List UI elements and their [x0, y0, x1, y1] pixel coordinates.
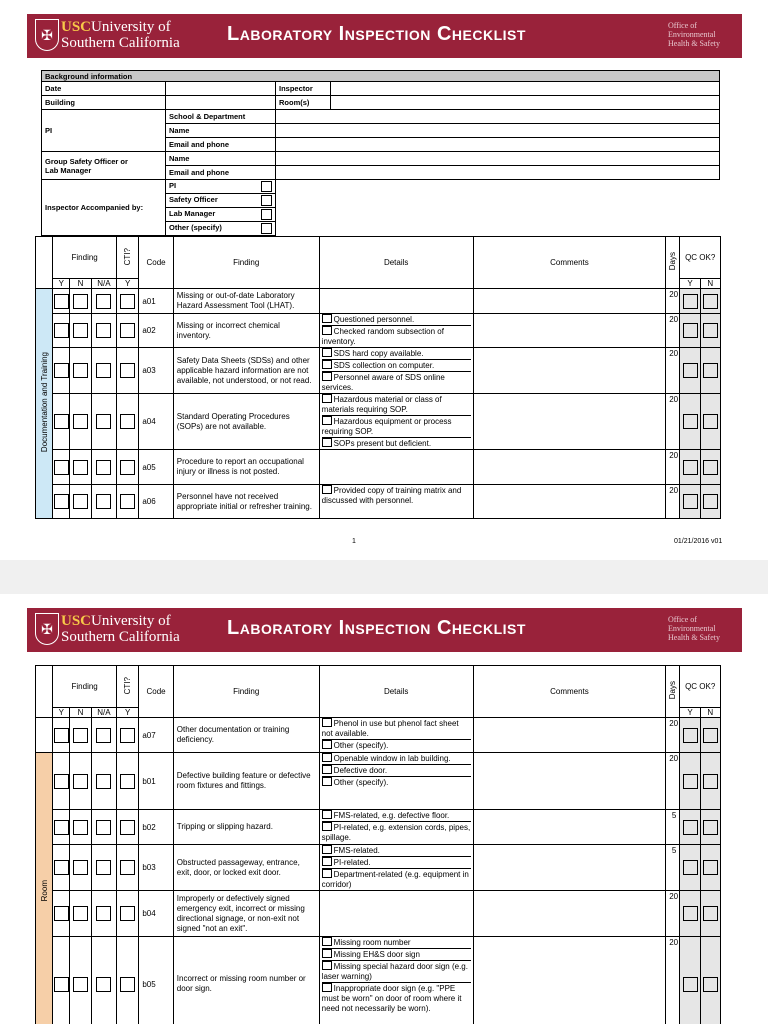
qc-no-checkbox[interactable] [703, 774, 718, 789]
details-cell [319, 845, 473, 891]
code-cell: b05 [139, 937, 173, 1024]
detail-item: Questioned personnel. [322, 314, 471, 326]
detail-item: Inappropriate door sign (e.g. "PPE must be worn" on door of room where it need not necessarily be worn). [321, 984, 462, 1013]
yes-checkbox[interactable] [54, 414, 69, 429]
pi-email-label: Email and phone [166, 138, 276, 152]
code-cell: a04 [139, 394, 173, 450]
gso-label: Group Safety Officer or Lab Manager [42, 152, 166, 180]
comments-header: Comments [473, 237, 666, 289]
finding-cell: Missing or out-of-date Laboratory Hazard Assessment Tool (LHAT). [173, 289, 319, 314]
table-row [36, 718, 721, 753]
finding-cell: Missing or incorrect chemical inventory. [173, 314, 319, 348]
na-checkbox[interactable] [96, 460, 111, 475]
details-cell [319, 718, 473, 753]
cti-checkbox[interactable] [120, 977, 135, 992]
qc-yes-checkbox[interactable] [683, 323, 698, 338]
finding-cell: Standard Operating Procedures (SOPs) are not available. [173, 394, 319, 450]
qc-yes-checkbox[interactable] [683, 774, 698, 789]
na-checkbox[interactable] [96, 363, 111, 378]
university-name: USCUniversity of Southern California [61, 19, 180, 51]
detail-item: Department-related (e.g. equipment in corridor) [321, 870, 469, 889]
detail-checkbox[interactable] [322, 857, 332, 866]
qc-yes-checkbox[interactable] [683, 363, 698, 378]
code-cell: a01 [139, 289, 173, 314]
detail-item: Checked random subsection of inventory. [321, 327, 444, 346]
days-cell: 20 [666, 348, 680, 394]
table-row [36, 314, 721, 348]
code-cell: a02 [139, 314, 173, 348]
yes-checkbox[interactable] [54, 294, 69, 309]
detail-item: FMS-related. [322, 845, 471, 857]
building-field[interactable] [166, 96, 276, 110]
qc-header: QC OK? [680, 666, 721, 708]
na-checkbox[interactable] [96, 728, 111, 743]
office-name: Office of Environmental Health & Safety [668, 21, 720, 48]
date-field[interactable] [166, 82, 276, 96]
gso-name-field[interactable] [276, 152, 720, 166]
comments-cell[interactable] [473, 485, 666, 519]
acc-safety-checkbox[interactable] [261, 195, 272, 206]
details-cell [319, 810, 473, 845]
na-subheader: N/A [91, 708, 116, 718]
n-subheader: N [70, 708, 91, 718]
detail-checkbox[interactable] [322, 845, 332, 854]
cti-checkbox[interactable] [120, 414, 135, 429]
detail-item: Other (specify). [322, 777, 471, 788]
detail-item: Hazardous material or class of materials requiring SOP. [322, 394, 471, 416]
office-name: Office of Environmental Health & Safety [668, 615, 720, 642]
detail-item: Missing room number [322, 937, 471, 949]
detail-item: PI-related, e.g. extension cords, pipes, spillage. [321, 823, 471, 842]
qc-no-checkbox[interactable] [703, 363, 718, 378]
cti-checkbox[interactable] [120, 906, 135, 921]
section-label: Background information [42, 71, 720, 82]
code-cell: b02 [139, 810, 173, 845]
detail-checkbox[interactable] [322, 810, 332, 819]
qc-n-subheader: N [700, 279, 720, 289]
detail-item: Missing EH&S door sign [322, 949, 471, 961]
qc-yes-checkbox[interactable] [683, 977, 698, 992]
background-info-table [41, 70, 720, 236]
qc-no-checkbox[interactable] [703, 294, 718, 309]
days-cell: 5 [666, 810, 680, 845]
finding-cell: Incorrect or missing room number or door sign. [173, 937, 319, 1024]
y-subheader: Y [53, 708, 70, 718]
rooms-label: Room(s) [276, 96, 331, 110]
pi-name-field[interactable] [276, 124, 720, 138]
details-cell [319, 450, 473, 485]
detail-checkbox[interactable] [322, 949, 332, 958]
qc-no-checkbox[interactable] [703, 977, 718, 992]
yes-checkbox[interactable] [54, 323, 69, 338]
school-dept-label: School & Department [166, 110, 276, 124]
acc-safety-label: Safety Officer [169, 195, 218, 204]
finding-cell: Tripping or slipping hazard. [173, 810, 319, 845]
finding-cell: Procedure to report an occupational injury or illness is not posted. [173, 450, 319, 485]
no-checkbox[interactable] [73, 774, 88, 789]
na-checkbox[interactable] [96, 494, 111, 509]
na-subheader: N/A [91, 279, 116, 289]
details-cell [319, 289, 473, 314]
details-cell [319, 314, 473, 348]
qc-no-checkbox[interactable] [703, 460, 718, 475]
no-checkbox[interactable] [73, 860, 88, 875]
detail-item: FMS-related, e.g. defective floor. [322, 810, 471, 822]
acc-lab-label: Lab Manager [169, 209, 216, 218]
cti-checkbox[interactable] [120, 494, 135, 509]
code-header: Code [139, 666, 173, 718]
detail-checkbox[interactable] [322, 372, 332, 381]
detail-item: Personnel aware of SDS online services. [321, 373, 445, 392]
code-cell: a05 [139, 450, 173, 485]
qc-yes-checkbox[interactable] [683, 728, 698, 743]
details-cell [319, 753, 473, 810]
comments-cell[interactable] [473, 289, 666, 314]
days-cell: 20 [666, 394, 680, 450]
page-2 [0, 594, 768, 1024]
no-checkbox[interactable] [73, 294, 88, 309]
days-cell: 20 [666, 937, 680, 1024]
details-cell [319, 485, 473, 519]
na-checkbox[interactable] [96, 774, 111, 789]
days-cell: 20 [666, 753, 680, 810]
days-cell: 20 [666, 891, 680, 937]
cti-y-subheader: Y [117, 279, 139, 289]
gso-email-field[interactable] [276, 166, 720, 180]
comments-cell[interactable] [473, 891, 666, 937]
acc-other-checkbox[interactable] [261, 223, 272, 234]
cti-checkbox[interactable] [120, 860, 135, 875]
building-label: Building [42, 96, 166, 110]
version-date: 01/21/2016 v01 [674, 538, 723, 545]
cti-checkbox[interactable] [120, 728, 135, 743]
acc-other-label: Other (specify) [169, 223, 222, 232]
document-title: Laboratory Inspection Checklist [227, 23, 526, 45]
document-title: Laboratory Inspection Checklist [227, 617, 526, 639]
detail-item: Defective door. [322, 765, 471, 777]
yes-checkbox[interactable] [54, 728, 69, 743]
detail-item: SDS hard copy available. [322, 348, 471, 360]
page-gap [0, 560, 768, 594]
usc-seal-icon: ✠ [35, 613, 59, 645]
usc-seal-icon: ✠ [35, 19, 59, 51]
cti-y-subheader: Y [117, 708, 139, 718]
qc-no-checkbox[interactable] [703, 728, 718, 743]
days-cell: 20 [666, 314, 680, 348]
details-cell [319, 348, 473, 394]
qc-yes-checkbox[interactable] [683, 860, 698, 875]
school-dept-field[interactable] [276, 110, 720, 124]
days-cell: 20 [666, 289, 680, 314]
detail-checkbox[interactable] [322, 777, 332, 786]
finding-group-header: Finding [53, 237, 117, 279]
detail-item: Provided copy of training matrix and discussed with personnel. [321, 486, 462, 505]
qc-yes-checkbox[interactable] [683, 414, 698, 429]
table-row [36, 394, 721, 450]
qc-y-subheader: Y [680, 279, 700, 289]
details-cell [319, 891, 473, 937]
detail-checkbox[interactable] [322, 765, 332, 774]
table-row [36, 891, 721, 937]
comments-cell[interactable] [473, 937, 666, 1024]
acc-pi-checkbox[interactable] [261, 181, 272, 192]
yes-checkbox[interactable] [54, 977, 69, 992]
detail-checkbox[interactable] [322, 718, 332, 727]
details-header: Details [319, 666, 473, 718]
detail-checkbox[interactable] [322, 394, 332, 403]
finding-cell: Improperly or defectively signed emergency exit, incorrect or missing directional signage, or non-exit not signed "not an exit". [173, 891, 319, 937]
finding-cell: Defective building feature or defective room fixtures and fittings. [173, 753, 319, 810]
detail-item: Openable window in lab building. [322, 753, 471, 765]
pi-email-field[interactable] [276, 138, 720, 152]
y-subheader: Y [53, 279, 70, 289]
detail-checkbox[interactable] [322, 326, 332, 335]
no-checkbox[interactable] [73, 363, 88, 378]
details-header: Details [319, 237, 473, 289]
qc-yes-checkbox[interactable] [683, 460, 698, 475]
detail-checkbox[interactable] [322, 438, 332, 447]
detail-checkbox[interactable] [322, 360, 332, 369]
na-checkbox[interactable] [96, 860, 111, 875]
section-label: Documentation and Training [36, 289, 53, 519]
pi-name-label: Name [166, 124, 276, 138]
finding-cell: Personnel have not received appropriate initial or refresher training. [173, 485, 319, 519]
yes-checkbox[interactable] [54, 860, 69, 875]
acc-lab-checkbox[interactable] [261, 209, 272, 220]
detail-checkbox[interactable] [322, 314, 332, 323]
comments-cell[interactable] [473, 845, 666, 891]
detail-checkbox[interactable] [322, 485, 332, 494]
code-cell: a03 [139, 348, 173, 394]
no-checkbox[interactable] [73, 906, 88, 921]
finding-header: Finding [173, 666, 319, 718]
comments-cell[interactable] [473, 753, 666, 810]
na-checkbox[interactable] [96, 414, 111, 429]
table-row [36, 937, 721, 1024]
qc-no-checkbox[interactable] [703, 860, 718, 875]
no-checkbox[interactable] [73, 460, 88, 475]
qc-no-checkbox[interactable] [703, 414, 718, 429]
qc-no-checkbox[interactable] [703, 323, 718, 338]
comments-cell[interactable] [473, 810, 666, 845]
no-checkbox[interactable] [73, 820, 88, 835]
page-number: 1 [352, 538, 356, 545]
comments-cell[interactable] [473, 394, 666, 450]
detail-item: SDS collection on computer. [322, 360, 471, 372]
qc-n-subheader: N [700, 708, 720, 718]
days-header: Days [666, 666, 680, 718]
qc-y-subheader: Y [680, 708, 700, 718]
no-checkbox[interactable] [73, 728, 88, 743]
no-checkbox[interactable] [73, 977, 88, 992]
inspector-field[interactable] [331, 82, 720, 96]
yes-checkbox[interactable] [54, 363, 69, 378]
code-cell: b01 [139, 753, 173, 810]
table-row [36, 348, 721, 394]
cti-checkbox[interactable] [120, 294, 135, 309]
qc-header: QC OK? [680, 237, 721, 279]
qc-yes-checkbox[interactable] [683, 906, 698, 921]
university-name: USCUniversity of Southern California [61, 613, 180, 645]
cti-checkbox[interactable] [120, 363, 135, 378]
detail-checkbox[interactable] [322, 869, 332, 878]
details-cell [319, 937, 473, 1024]
comments-cell[interactable] [473, 314, 666, 348]
qc-yes-checkbox[interactable] [683, 820, 698, 835]
detail-checkbox[interactable] [322, 937, 332, 946]
qc-no-checkbox[interactable] [703, 494, 718, 509]
finding-cell: Safety Data Sheets (SDSs) and other applicable hazard information are not available, not understood, or not read. [173, 348, 319, 394]
accompanied-label: Inspector Accompanied by: [42, 180, 166, 236]
finding-cell: Obstructed passageway, entrance, exit, door, or locked exit door. [173, 845, 319, 891]
days-header: Days [666, 237, 680, 289]
detail-checkbox[interactable] [322, 348, 332, 357]
yes-checkbox[interactable] [54, 820, 69, 835]
comments-header: Comments [473, 666, 666, 718]
qc-yes-checkbox[interactable] [683, 294, 698, 309]
table-row [36, 753, 721, 810]
no-checkbox[interactable] [73, 414, 88, 429]
yes-checkbox[interactable] [54, 774, 69, 789]
section-label: Room [36, 753, 53, 1024]
qc-no-checkbox[interactable] [703, 820, 718, 835]
yes-checkbox[interactable] [54, 494, 69, 509]
code-cell: a06 [139, 485, 173, 519]
na-checkbox[interactable] [96, 323, 111, 338]
cti-checkbox[interactable] [120, 460, 135, 475]
comments-cell[interactable] [473, 450, 666, 485]
detail-checkbox[interactable] [322, 983, 332, 992]
cti-header: CTI? [117, 666, 139, 708]
na-checkbox[interactable] [96, 977, 111, 992]
detail-item: Other (specify). [322, 740, 471, 751]
na-checkbox[interactable] [96, 906, 111, 921]
detail-item: SOPs present but deficient. [322, 438, 471, 449]
table-row [36, 485, 721, 519]
yes-checkbox[interactable] [54, 460, 69, 475]
checklist-table [35, 665, 721, 1024]
acc-pi-label: PI [169, 181, 177, 190]
detail-item: Phenol in use but phenol fact sheet not available. [322, 718, 471, 740]
n-subheader: N [70, 279, 91, 289]
detail-item: Missing special hazard door sign (e.g. laser warning) [322, 961, 471, 983]
comments-cell[interactable] [473, 718, 666, 753]
gso-email-label: Email and phone [166, 166, 276, 180]
detail-item: Hazardous equipment or process requiring SOP. [322, 416, 471, 438]
pi-label: PI [42, 110, 166, 152]
cti-checkbox[interactable] [120, 820, 135, 835]
header-banner [27, 608, 742, 652]
finding-header: Finding [173, 237, 319, 289]
table-row [36, 289, 721, 314]
table-row [36, 450, 721, 485]
table-row [36, 810, 721, 845]
gso-name-label: Name [166, 152, 276, 166]
days-cell: 5 [666, 845, 680, 891]
yes-checkbox[interactable] [54, 906, 69, 921]
code-header: Code [139, 237, 173, 289]
checklist-table [35, 236, 721, 519]
detail-checkbox[interactable] [322, 961, 332, 970]
code-cell: a07 [139, 718, 173, 753]
code-cell: b03 [139, 845, 173, 891]
detail-checkbox[interactable] [322, 740, 332, 749]
detail-checkbox[interactable] [322, 416, 332, 425]
detail-checkbox[interactable] [322, 753, 332, 762]
code-cell: b04 [139, 891, 173, 937]
finding-cell: Other documentation or training deficiency. [173, 718, 319, 753]
finding-group-header: Finding [53, 666, 117, 708]
cti-header: CTI? [117, 237, 139, 279]
cti-checkbox[interactable] [120, 323, 135, 338]
date-label: Date [42, 82, 166, 96]
detail-checkbox[interactable] [322, 822, 332, 831]
days-cell: 20 [666, 450, 680, 485]
na-checkbox[interactable] [96, 820, 111, 835]
inspector-label: Inspector [276, 82, 331, 96]
no-checkbox[interactable] [73, 494, 88, 509]
days-cell: 20 [666, 485, 680, 519]
header-banner [27, 14, 742, 58]
na-checkbox[interactable] [96, 294, 111, 309]
comments-cell[interactable] [473, 348, 666, 394]
qc-yes-checkbox[interactable] [683, 494, 698, 509]
no-checkbox[interactable] [73, 323, 88, 338]
qc-no-checkbox[interactable] [703, 906, 718, 921]
table-row [36, 845, 721, 891]
details-cell [319, 394, 473, 450]
days-cell: 20 [666, 718, 680, 753]
detail-item: PI-related. [322, 857, 471, 869]
cti-checkbox[interactable] [120, 774, 135, 789]
rooms-field[interactable] [331, 96, 720, 110]
